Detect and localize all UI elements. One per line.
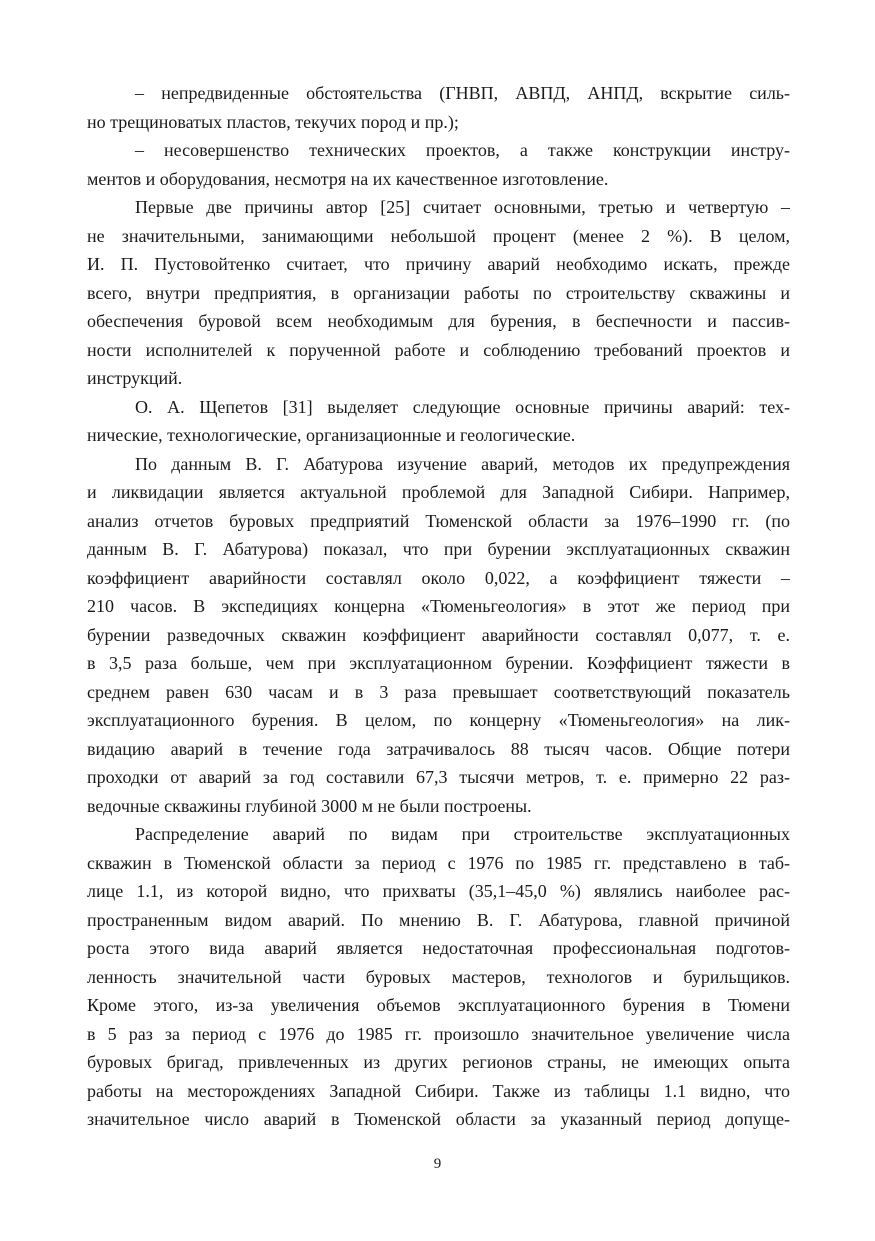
paragraph-item-1 (87, 79, 790, 136)
text-line: видацию аварий в течение года затрачивалось 88 тысяч часов. Общие потери (87, 738, 790, 759)
text-line: анализ отчетов буровых предприятий Тюменской области за 1976–1990 гг. (по (87, 510, 790, 531)
text-line: бурении разведочных скважин коэффициент аварийности составлял 0,077, т. е. (87, 624, 790, 645)
text-line: проходки от аварий за год составили 67,3 тысячи метров, т. е. примерно 22 раз- (87, 767, 790, 787)
text-line: роста этого вида аварий является недостаточная профессиональная подготов- (87, 938, 790, 958)
text-line: – несовершенство технических проектов, а также конструкции инстру- (135, 140, 790, 160)
paragraph-accident-distribution (87, 820, 790, 1134)
page-number: 9 (433, 1156, 442, 1172)
text-line: данным В. Г. Абатурова) показал, что при бурении эксплуатационных скважин (87, 539, 790, 559)
text-line: ведочные скважины глубиной 3000 м не были построены. (87, 795, 532, 816)
text-line: в 5 раз за период с 1976 до 1985 гг. произошло значительное увеличение числа (87, 1023, 790, 1044)
text-line: всего, внутри предприятия, в организации работы по строительству скважины и (87, 282, 790, 303)
paragraph-item-2 (87, 136, 790, 193)
text-line: ности исполнителей к порученной работе и соблюдению требований проектов и (87, 339, 790, 360)
paragraph-shchepetov (87, 393, 790, 450)
text-line: пространенным видом аварий. По мнению В. Г. Абатурова, главной причиной (87, 909, 790, 930)
text-line: инструкций. (87, 368, 183, 388)
text-line: И. П. Пустовойтенко считает, что причину аварий необходимо искать, прежде (87, 254, 790, 274)
text-line: 210 часов. В экспедициях концерна «Тюменьгеология» в этот же период при (87, 596, 790, 616)
text-line: значительное число аварий в Тюменской области за указанный период допуще- (87, 1109, 790, 1129)
text-line: скважин в Тюменской области за период с 1976 по 1985 гг. представлено в таб- (87, 852, 790, 873)
paragraph-abaturov-data (87, 450, 790, 821)
text-line: и ликвидации является актуальной проблемой для Западной Сибири. Например, (87, 482, 790, 502)
text-line: обеспечения буровой всем необходимым для бурения, в беспечности и пассив- (87, 311, 790, 331)
text-line: лице 1.1, из которой видно, что прихваты (35,1–45,0 %) являлись наиболее рас- (87, 881, 790, 901)
text-line: в 3,5 раза больше, чем при эксплуатационном бурении. Коэффициент тяжести в (87, 653, 790, 673)
text-line: По данным В. Г. Абатурова изучение аварий, методов их предупреждения (135, 453, 790, 474)
text-line: но трещиноватых пластов, текучих пород и пр.); (87, 111, 459, 132)
text-line: буровых бригад, привлеченных из других регионов страны, не имеющих опыта (87, 1052, 790, 1072)
text-line: О. А. Щепетов [31] выделяет следующие основные причины аварий: тех- (135, 396, 790, 417)
text-line: – непредвиденные обстоятельства (ГНВП, АВПД, АНПД, вскрытие силь- (135, 83, 790, 103)
text-line: нические, технологические, организационные и геологические. (87, 425, 576, 445)
text-line: среднем равен 630 часам и в 3 раза превышает соответствующий показатель (87, 681, 790, 702)
paragraph-causes-assessment (87, 193, 790, 393)
text-line: не значительными, занимающими небольшой процент (менее 2 %). В целом, (87, 225, 790, 246)
text-line: ментов и оборудования, несмотря на их качественное изготовление. (87, 168, 609, 189)
text-line: эксплуатационного бурения. В целом, по концерну «Тюменьгеология» на лик- (87, 710, 790, 730)
document-body (87, 79, 790, 1134)
text-line: коэффициент аварийности составлял около 0,022, а коэффициент тяжести – (87, 567, 790, 588)
text-line: ленность значительной части буровых мастеров, технологов и бурильщиков. (87, 966, 790, 987)
text-line: Кроме этого, из-за увеличения объемов эксплуатационного бурения в Тюмени (87, 995, 790, 1015)
text-line: Распределение аварий по видам при строительстве эксплуатационных (135, 824, 790, 844)
text-line: Первые две причины автор [25] считает основными, третью и четвертую – (135, 197, 790, 217)
text-line: работы на месторождениях Западной Сибири. Также из таблицы 1.1 видно, что (87, 1080, 790, 1101)
